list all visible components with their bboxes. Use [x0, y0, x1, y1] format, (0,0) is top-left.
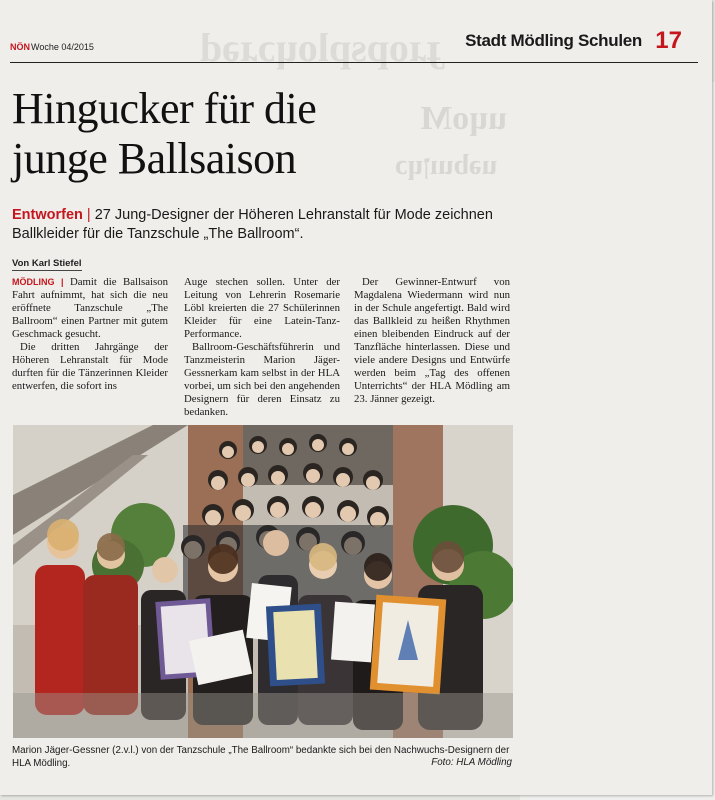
- page-number: 17: [655, 27, 682, 54]
- group-photo-illustration: [13, 425, 513, 738]
- group-photo: [13, 425, 513, 738]
- photo-credit: Foto: HLA Mödling: [431, 757, 512, 768]
- headline-line-2: junge Ballsaison: [12, 134, 297, 183]
- paragraph: Der Gewinner-Entwurf von Magdalena Wiedermann wird nun in der Schule angefertigt. Bald wird das Ballkleid zu heißen Rhythmen einen bleibenden Eindruck auf der Tanzfläche hinterlassen. Diese und viele andere Designs und Entwürfe werden beim „Tag des offenen Unterrichts“ der HLA Mödling am 23. Jänner gezeigt.: [354, 276, 510, 405]
- dateline-separator: |: [60, 277, 64, 287]
- article-headline: [12, 84, 512, 184]
- article-subhead: [12, 206, 512, 244]
- section-title: Stadt Mödling Schulen: [465, 31, 642, 50]
- paragraph: Die dritten Jahrgänge der Höheren Lehranstalt für Mode durften für die Tänzerinnen Kleider entwerfen, die sofort ins: [12, 341, 168, 392]
- paragraph: Auge stechen sollen. Unter der Leitung von Lehrerin Rosemarie Löbl kreierten die 27 Schülerinnen Kleider für eine Latein-Tanz-Performance.: [184, 276, 340, 340]
- headline-line-1: Hingucker für die: [12, 84, 317, 133]
- byline: Von Karl Stiefel: [12, 258, 82, 269]
- paragraph: Ballroom-Geschäftsführerin und Tanzmeisterin Marion Jäger-Gessnerkam kam selbst in der HLA vorbei, um sich bei den angehenden Designern für deren Einsatz zu bedanken.: [184, 341, 340, 418]
- article-column-2: [184, 276, 340, 419]
- dateline: MÖDLING: [12, 277, 55, 287]
- photo-caption: Marion Jäger-Gessner (2.v.l.) von der Tanzschule „The Ballroom“ bedankte sich bei den Nachwuchs-Designern der HLA Mödling.: [12, 745, 510, 769]
- kicker: Entworfen: [12, 207, 83, 223]
- page-header: [10, 28, 698, 63]
- article-column-3: [354, 276, 510, 406]
- paragraph-text: Damit die Ballsaison Fahrt aufnimmt, hat sich die neu eröffnete Tanzschule „The Ballroom“ einen Partner mit gutem Geschmack gesucht.: [12, 276, 168, 340]
- article-column-1: [12, 276, 168, 393]
- bleed-through-text: uǝbuıןɥɔ: [395, 150, 498, 181]
- bleed-through-text: uɥoM: [420, 100, 507, 137]
- paragraph: [12, 276, 168, 341]
- brand-logo: NÖN: [10, 42, 30, 52]
- subhead-text: 27 Jung-Designer der Höheren Lehranstalt für Mode zeichnen Ballkleider für die Tanzschule „The Ballroom“.: [12, 207, 493, 242]
- bleed-through-text: ɟɹopsploɥɔɹǝd: [200, 25, 440, 70]
- kicker-separator: |: [86, 207, 91, 223]
- issue-label: Woche 04/2015: [31, 42, 94, 52]
